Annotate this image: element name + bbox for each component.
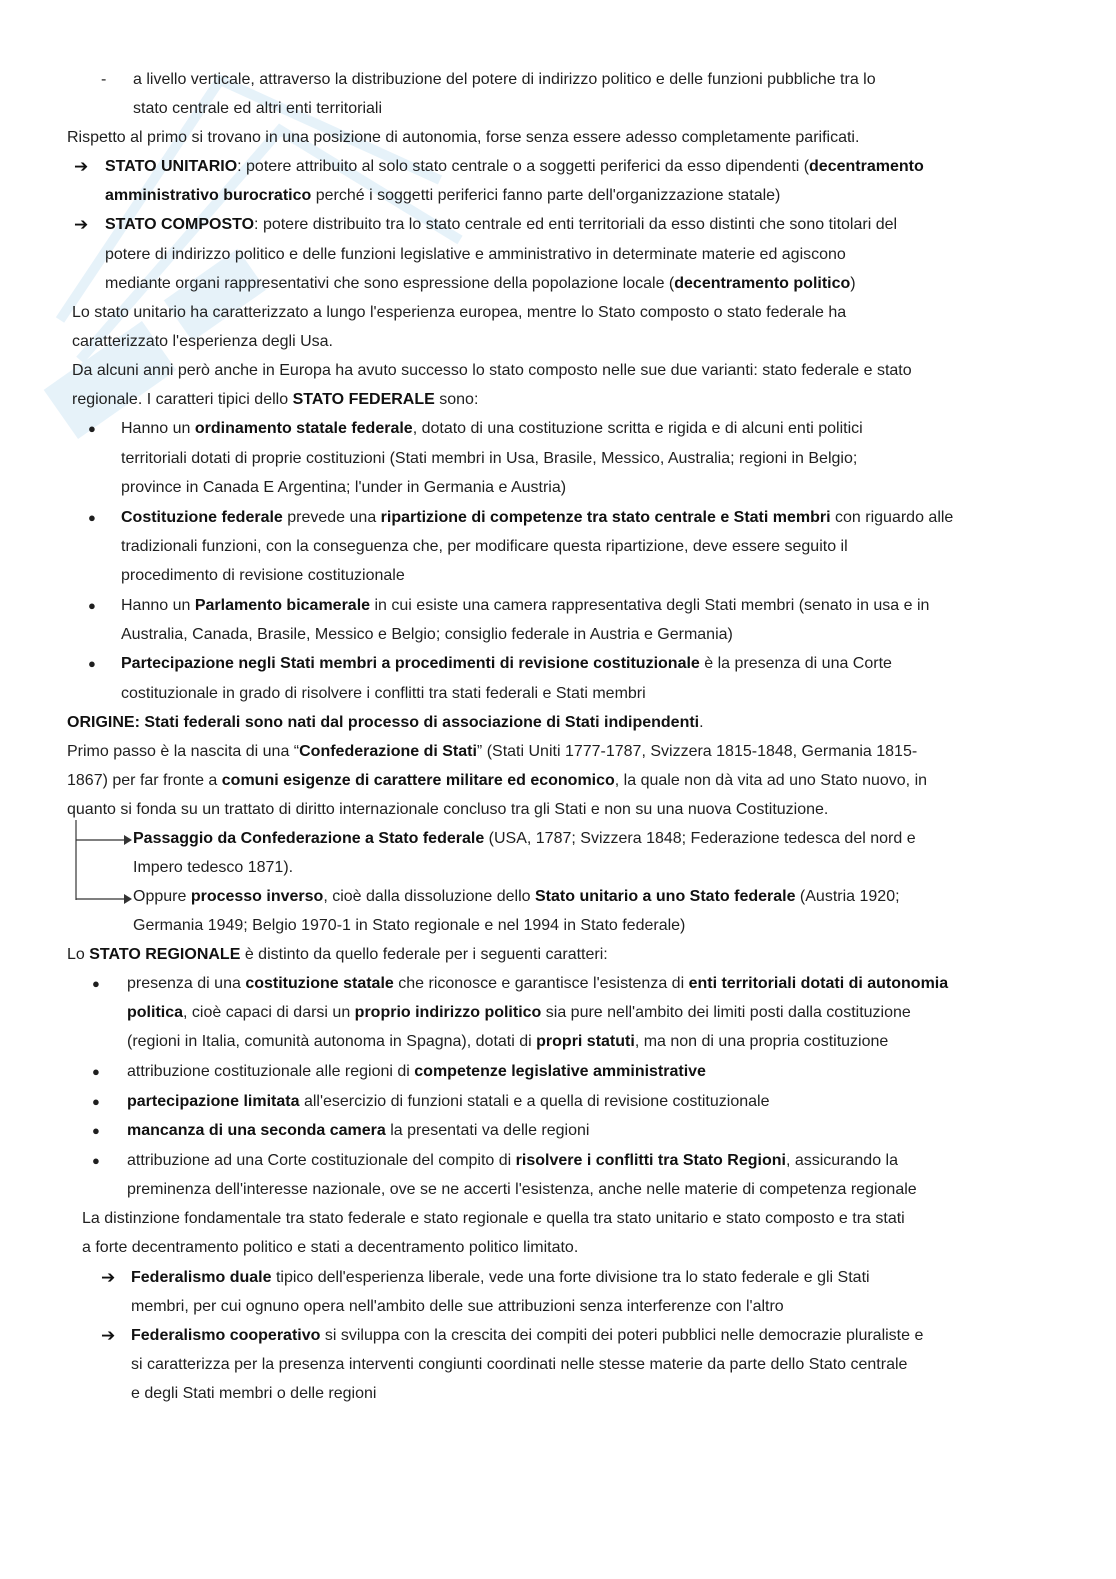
text-line: membri, per cui ognuno opera nell'ambito delle sue attribuzioni senza interferenze con l'altro (131, 1298, 784, 1315)
bullet-icon: ● (88, 421, 96, 436)
text-line: Federalismo cooperativo si sviluppa con la crescita dei compiti dei poteri pubblici nelle democrazie pluraliste e (131, 1327, 924, 1344)
text-line: Germania 1949; Belgio 1970-1 in Stato regionale e nel 1994 in Stato federale) (133, 917, 686, 934)
text-line: mancanza di una seconda camera la presentati va delle regioni (127, 1122, 590, 1139)
text-line: tradizionali funzioni, con la conseguenza che, per modificare questa ripartizione, deve essere seguito il (121, 538, 848, 555)
text-line: Impero tedesco 1871). (133, 859, 294, 876)
bullet-icon: ● (92, 1153, 100, 1168)
text-line: stato centrale ed altri enti territoriali (133, 100, 382, 117)
text-line: Costituzione federale prevede una ripartizione di competenze tra stato centrale e Stati membri con riguardo alle (121, 509, 954, 526)
text-line: a livello verticale, attraverso la distribuzione del potere di indirizzo politico e delle funzioni pubbliche tra lo (133, 71, 876, 88)
text-line: La distinzione fondamentale tra stato federale e stato regionale e quella tra stato unitario e stato composto e tra stati (82, 1210, 905, 1227)
bullet-icon: ● (88, 598, 96, 613)
bullet-icon: ● (92, 1123, 100, 1138)
text-line: Passaggio da Confederazione a Stato federale (USA, 1787; Svizzera 1848; Federazione tedesca del nord e (133, 830, 916, 847)
text-line: Partecipazione negli Stati membri a procedimenti di revisione costituzionale è la presenza di una Corte (121, 655, 892, 672)
text-line: Hanno un Parlamento bicamerale in cui esiste una camera rappresentativa degli Stati membri (senato in usa e in (121, 597, 930, 614)
text-line: e degli Stati membri o delle regioni (131, 1385, 377, 1402)
text-line: a forte decentramento politico e stati a decentramento politico limitato. (82, 1239, 579, 1256)
text-line: presenza di una costituzione statale che riconosce e garantisce l'esistenza di enti territoriali dotati di autonomia (127, 975, 949, 992)
text-line: 1867) per far fronte a comuni esigenze di carattere militare ed economico, la quale non dà vita ad uno Stato nuovo, in (67, 772, 928, 789)
text-line: STATO UNITARIO: potere attribuito al solo stato centrale o a soggetti periferici da esso dipendenti (decentramento (105, 158, 924, 175)
branch-arrows-icon (68, 818, 138, 908)
text-line: attribuzione costituzionale alle regioni di competenze legislative amministrative (127, 1063, 706, 1080)
text-line: Rispetto al primo si trovano in una posizione di autonomia, forse senza essere adesso completamente parificati. (67, 129, 860, 146)
arrow-right-icon: ➔ (101, 1268, 116, 1287)
text-line: Australia, Canada, Brasile, Messico e Belgio; consiglio federale in Austria e Germania) (121, 626, 733, 643)
text-line: territoriali dotati di proprie costituzioni (Stati membri in Usa, Brasile, Messico, Australia; regioni in Belgio; (121, 450, 858, 467)
text-line: STATO COMPOSTO: potere distribuito tra lo stato centrale ed enti territoriali da esso distinti che sono titolari del (105, 216, 898, 233)
text-line: province in Canada E Argentina; l'under in Germania e Austria) (121, 479, 567, 496)
bullet-icon: ● (92, 1094, 100, 1109)
dash-marker: - (101, 71, 107, 88)
bullet-icon: ● (92, 976, 100, 991)
text-line: Lo STATO REGIONALE è distinto da quello federale per i seguenti caratteri: (67, 946, 608, 963)
text-line: costituzionale in grado di risolvere i conflitti tra stati federali e Stati membri (121, 685, 646, 702)
text-line: quanto si fonda su un trattato di diritto internazionale concluso tra gli Stati e non su una nuova Costituzione. (67, 801, 829, 818)
text-line: attribuzione ad una Corte costituzionale del compito di risolvere i conflitti tra Stato Regioni, assicurando la (127, 1152, 898, 1169)
bullet-icon: ● (92, 1064, 100, 1079)
text-line: Lo stato unitario ha caratterizzato a lungo l'esperienza europea, mentre lo Stato composto o stato federale ha (72, 304, 847, 321)
text-line: mediante organi rappresentativi che sono espressione della popolazione locale (decentramento politico) (105, 275, 856, 292)
bullet-icon: ● (88, 656, 96, 671)
text-line: Hanno un ordinamento statale federale, dotato di una costituzione scritta e rigida e di alcuni enti politici (121, 420, 863, 437)
text-line: partecipazione limitata all'esercizio di funzioni statali e a quella di revisione costituzionale (127, 1093, 770, 1110)
text-line: potere di indirizzo politico e delle funzioni legislative e amministrativo in determinate materie ed agiscono (105, 246, 846, 263)
text-line: procedimento di revisione costituzionale (121, 567, 405, 584)
text-line: Primo passo è la nascita di una “Confederazione di Stati” (Stati Uniti 1777-1787, Svizzera 1815-1848, Germania 1815- (67, 743, 918, 760)
text-line: caratterizzato l'esperienza degli Usa. (72, 333, 333, 350)
arrow-right-icon: ➔ (74, 215, 89, 234)
bullet-icon: ● (88, 510, 96, 525)
text-line: (regioni in Italia, comunità autonoma in Spagna), dotati di propri statuti, ma non di una propria costituzione (127, 1033, 889, 1050)
text-line: Da alcuni anni però anche in Europa ha avuto successo lo stato composto nelle sue due varianti: stato federale e stato (72, 362, 912, 379)
text-line: politica, cioè capaci di darsi un proprio indirizzo politico sia pure nell'ambito dei limiti posti dalla costituzione (127, 1004, 911, 1021)
text-line: si caratterizza per la presenza interventi congiunti coordinati nelle stesse materie da parte dello Stato centrale (131, 1356, 908, 1373)
text-line: Federalismo duale tipico dell'esperienza liberale, vede una forte divisione tra lo stato federale e gli Stati (131, 1269, 870, 1286)
text-line: regionale. I caratteri tipici dello STATO FEDERALE sono: (72, 391, 479, 408)
text-line: ORIGINE: Stati federali sono nati dal processo di associazione di Stati indipendenti. (67, 714, 704, 731)
text-line: Oppure processo inverso, cioè dalla dissoluzione dello Stato unitario a uno Stato federale (Austria 1920; (133, 888, 900, 905)
text-line: amministrativo burocratico perché i soggetti periferici fanno parte dell'organizzazione statale) (105, 187, 781, 204)
text-line: preminenza dell'interesse nazionale, ove se ne accerti l'esistenza, anche nelle materie di competenza regionale (127, 1181, 917, 1198)
arrow-right-icon: ➔ (74, 157, 89, 176)
arrow-right-icon: ➔ (101, 1326, 116, 1345)
